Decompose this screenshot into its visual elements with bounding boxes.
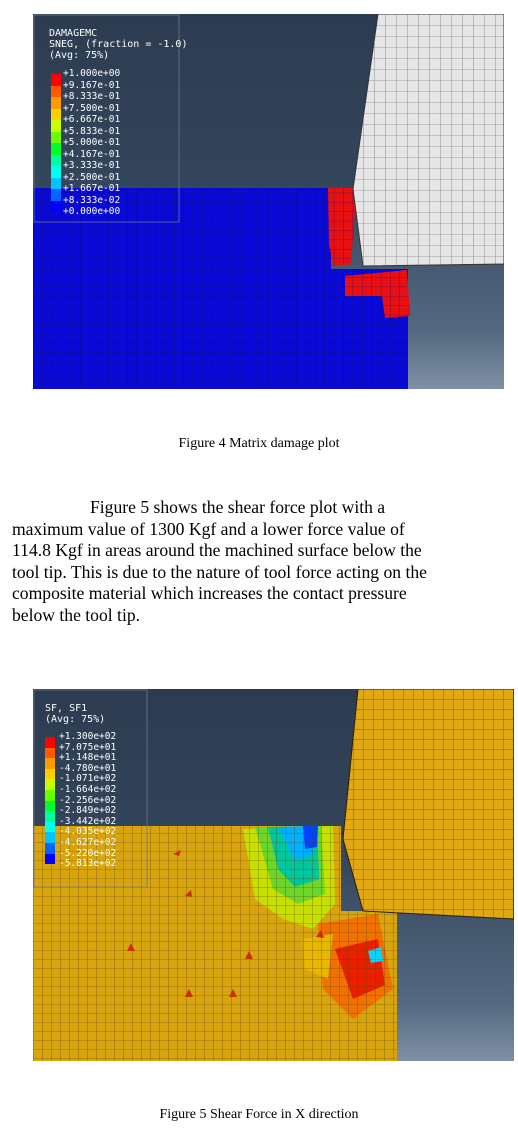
legend-value: +2.500e-01 xyxy=(63,171,121,183)
legend-title-line: (Avg: 75%) xyxy=(45,714,106,725)
legend-value: -3.442e+02 xyxy=(59,815,117,827)
legend-swatch xyxy=(45,790,55,801)
legend-swatch xyxy=(45,769,55,780)
legend-value: +8.333e-02 xyxy=(63,194,121,206)
legend-swatch xyxy=(51,178,61,190)
paragraph-line: tool tip. This is due to the nature of tool force acting on the xyxy=(12,561,427,582)
legend-value: -4.035e+02 xyxy=(59,826,117,838)
legend-value: +8.333e-01 xyxy=(63,91,121,102)
matrix-damage-figure xyxy=(33,14,504,389)
legend-value: -2.849e+02 xyxy=(59,805,117,817)
legend-value: +6.667e-01 xyxy=(63,114,121,125)
legend-value: +1.148e+01 xyxy=(59,752,117,764)
figure-4-caption: Figure 4 Matrix damage plot xyxy=(178,436,340,451)
legend-value: -5.220e+02 xyxy=(59,847,117,859)
legend-value: +7.075e+01 xyxy=(59,741,117,753)
legend-title-line: SF, SF1 xyxy=(45,703,88,714)
legend-value: +5.000e-01 xyxy=(63,137,121,148)
legend-swatch xyxy=(45,843,55,854)
legend-swatch xyxy=(51,155,61,167)
legend-swatch xyxy=(51,97,61,109)
legend-value: +9.167e-01 xyxy=(63,79,121,91)
legend-swatch xyxy=(45,758,55,769)
legend-swatch xyxy=(51,166,61,178)
paragraph-line: Figure 5 shows the shear force plot with a xyxy=(90,497,386,517)
legend-swatch xyxy=(45,832,55,843)
figure-5-caption: Figure 5 Shear Force in X direction xyxy=(159,1107,359,1122)
legend-swatch xyxy=(45,737,55,748)
legend-value: +4.167e-01 xyxy=(63,148,121,160)
legend-swatch xyxy=(51,143,61,155)
legend-swatch xyxy=(51,109,61,121)
legend-swatch xyxy=(51,201,61,213)
legend-swatch xyxy=(51,132,61,144)
legend-swatch xyxy=(45,801,55,812)
legend-value: -1.071e+02 xyxy=(59,773,117,785)
legend-swatch xyxy=(45,779,55,790)
paragraph-line: below the tool tip. xyxy=(12,604,141,625)
legend-value: +5.833e-01 xyxy=(63,125,121,137)
legend-swatch xyxy=(45,748,55,759)
legend-title-line: DAMAGEMC xyxy=(49,28,98,39)
legend-swatch xyxy=(45,854,55,865)
legend-swatch xyxy=(51,189,61,201)
legend-value: +0.000e+00 xyxy=(63,206,121,217)
legend-value: -1.664e+02 xyxy=(59,784,117,795)
legend-value: -2.256e+02 xyxy=(59,794,117,806)
legend-value: -4.627e+02 xyxy=(59,837,117,848)
shear-force-figure xyxy=(33,689,514,1061)
legend-value: +3.333e-01 xyxy=(63,160,121,171)
paragraph-line: 114.8 Kgf in areas around the machined surface below the xyxy=(12,540,422,561)
legend-swatch xyxy=(45,822,55,833)
legend-value: +1.667e-01 xyxy=(63,183,121,194)
legend-value: +7.500e-01 xyxy=(63,102,121,114)
legend-swatch xyxy=(51,86,61,98)
legend-value: -5.813e+02 xyxy=(59,858,117,870)
legend-title-line: (Avg: 75%) xyxy=(49,50,110,61)
legend-title-line: SNEG, (fraction = -1.0) xyxy=(49,39,188,50)
legend-value: +1.300e+02 xyxy=(59,731,117,742)
legend-swatch xyxy=(51,74,61,86)
body-paragraph xyxy=(12,497,518,627)
legend-swatch xyxy=(51,120,61,132)
legend-value: +1.000e+00 xyxy=(63,68,121,79)
paragraph-line: composite material which increases the contact pressure xyxy=(12,583,407,604)
paragraph-line: maximum value of 1300 Kgf and a lower force value of xyxy=(12,518,405,539)
legend-swatch xyxy=(45,811,55,822)
legend-value: -4.780e+01 xyxy=(59,762,117,774)
